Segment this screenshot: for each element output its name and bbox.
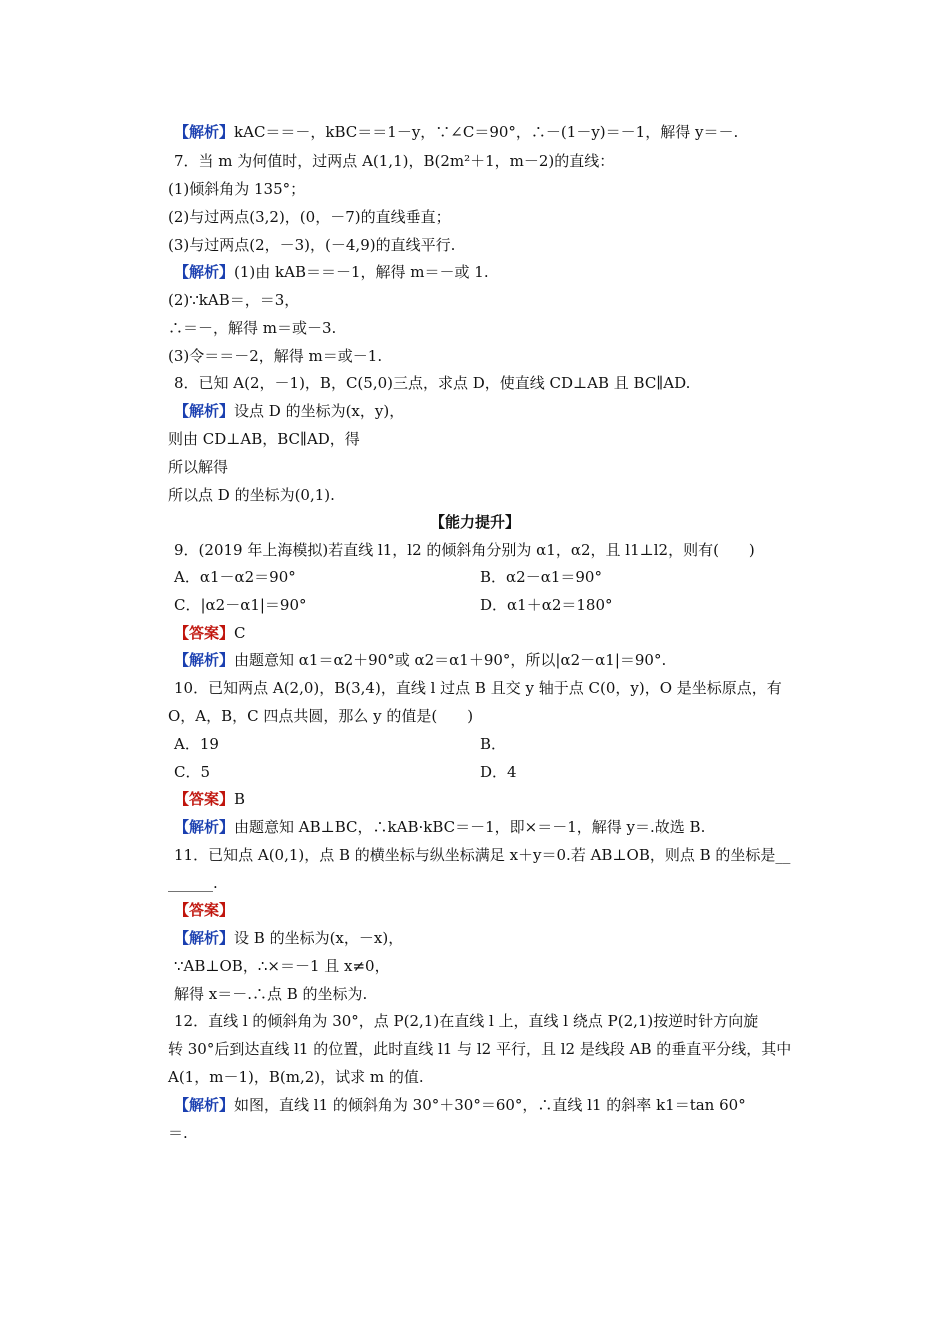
question-12-cont: 转 30°后到达直线 l1 的位置，此时直线 l1 与 l2 平行，且 l2 是线段 AB 的垂直平分线，其中: [168, 1040, 792, 1058]
answer-line: 【答案】C: [174, 624, 246, 642]
solution-line: 【解析】如图，直线 l1 的倾斜角为 30°＋30°＝60°，∴直线 l1 的斜率 k1＝tan 60°: [174, 1096, 746, 1114]
option-d: D．4: [480, 763, 517, 781]
answer-tag: 【答案】: [174, 624, 235, 642]
option-c: C．5: [174, 763, 211, 781]
question-7: 7．当 m 为何值时，过两点 A(1,1)，B(2m²＋1，m－2)的直线：: [174, 152, 615, 170]
question-7-part-2: (2)与过两点(3,2)，(0，－7)的直线垂直；: [168, 208, 451, 226]
question-8: 8．已知 A(2，－1)，B，C(5,0)三点，求点 D，使直线 CD⊥AB 且 BC∥AD.: [174, 374, 691, 392]
analysis-tag: 【解析】: [174, 263, 235, 281]
analysis-tag: 【解析】: [174, 818, 235, 836]
answer-line: 【答案】B: [174, 790, 246, 808]
option-a: A．α1－α2＝90°: [174, 568, 296, 586]
solution-line: 【解析】设点 D 的坐标为(x，y)，: [174, 402, 405, 420]
question-10-cont: O，A，B，C 四点共圆，那么 y 的值是( ): [168, 707, 474, 725]
analysis-tag: 【解析】: [174, 1096, 235, 1114]
solution-line: ∴＝－，解得 m＝或－3.: [168, 319, 337, 337]
analysis-tag: 【解析】: [174, 123, 235, 141]
analysis-tag: 【解析】: [174, 651, 235, 669]
solution-line: 则由 CD⊥AB，BC∥AD，得: [168, 430, 360, 448]
analysis-tag: 【解析】: [174, 929, 235, 947]
solution-line: 【解析】kAC＝＝－，kBC＝＝1－y，∵∠C＝90°，∴－(1－y)＝－1，解得 y＝－.: [174, 123, 739, 141]
option-a: A．19: [174, 735, 219, 753]
solution-line: (2)∵kAB＝，＝3，: [168, 291, 300, 309]
question-7-part-3: (3)与过两点(2，－3)，(－4,9)的直线平行.: [168, 236, 456, 254]
option-b: B．: [480, 735, 507, 753]
solution-line: ＝.: [168, 1124, 188, 1142]
option-d: D．α1＋α2＝180°: [480, 596, 613, 614]
option-b: B．α2－α1＝90°: [480, 568, 602, 586]
solution-line: 【解析】设 B 的坐标为(x，－x)，: [174, 929, 404, 947]
question-12: 12．直线 l 的倾斜角为 30°，点 P(2,1)在直线 l 上，直线 l 绕点 P(2,1)按逆时针方向旋: [174, 1012, 759, 1030]
solution-line: 所以点 D 的坐标为(0,1).: [168, 486, 335, 504]
analysis-tag: 【解析】: [174, 402, 235, 420]
question-11-cont: ______.: [168, 874, 218, 892]
solution-line: 所以解得: [168, 458, 229, 476]
solution-line: 【解析】由题意知 AB⊥BC，∴kAB·kBC＝－1，即×＝－1，解得 y＝.故选 B.: [174, 818, 706, 836]
solution-line: 【解析】由题意知 α1＝α2＋90°或 α2＝α1＋90°，所以|α2－α1|＝90°.: [174, 651, 667, 669]
question-10: 10．已知两点 A(2,0)，B(3,4)，直线 l 过点 B 且交 y 轴于点 C(0，y)，O 是坐标原点，有: [174, 679, 782, 697]
question-7-part-1: (1)倾斜角为 135°；: [168, 180, 306, 198]
question-12-cont: A(1，m－1)，B(m,2)，试求 m 的值.: [168, 1068, 424, 1086]
section-heading: 【能力提升】: [429, 513, 520, 531]
solution-line: ∵AB⊥OB，∴×＝－1 且 x≠0，: [174, 957, 390, 975]
answer-tag: 【答案】: [174, 901, 235, 919]
question-11: 11．已知点 A(0,1)，点 B 的横坐标与纵坐标满足 x＋y＝0.若 AB⊥OB，则点 B 的坐标是__: [174, 846, 791, 864]
answer-tag: 【答案】: [174, 790, 235, 808]
option-c: C．|α2－α1|＝90°: [174, 596, 307, 614]
solution-line: 解得 x＝－.∴点 B 的坐标为.: [174, 985, 368, 1003]
solution-line: 【解析】(1)由 kAB＝＝－1，解得 m＝－或 1.: [174, 263, 489, 281]
answer-line: [174, 899, 234, 921]
solution-line: (3)令＝＝－2，解得 m＝或－1.: [168, 347, 383, 365]
question-9: 9．(2019 年上海模拟)若直线 l1，l2 的倾斜角分别为 α1，α2，且 l1⊥l2，则有( ): [174, 541, 755, 559]
